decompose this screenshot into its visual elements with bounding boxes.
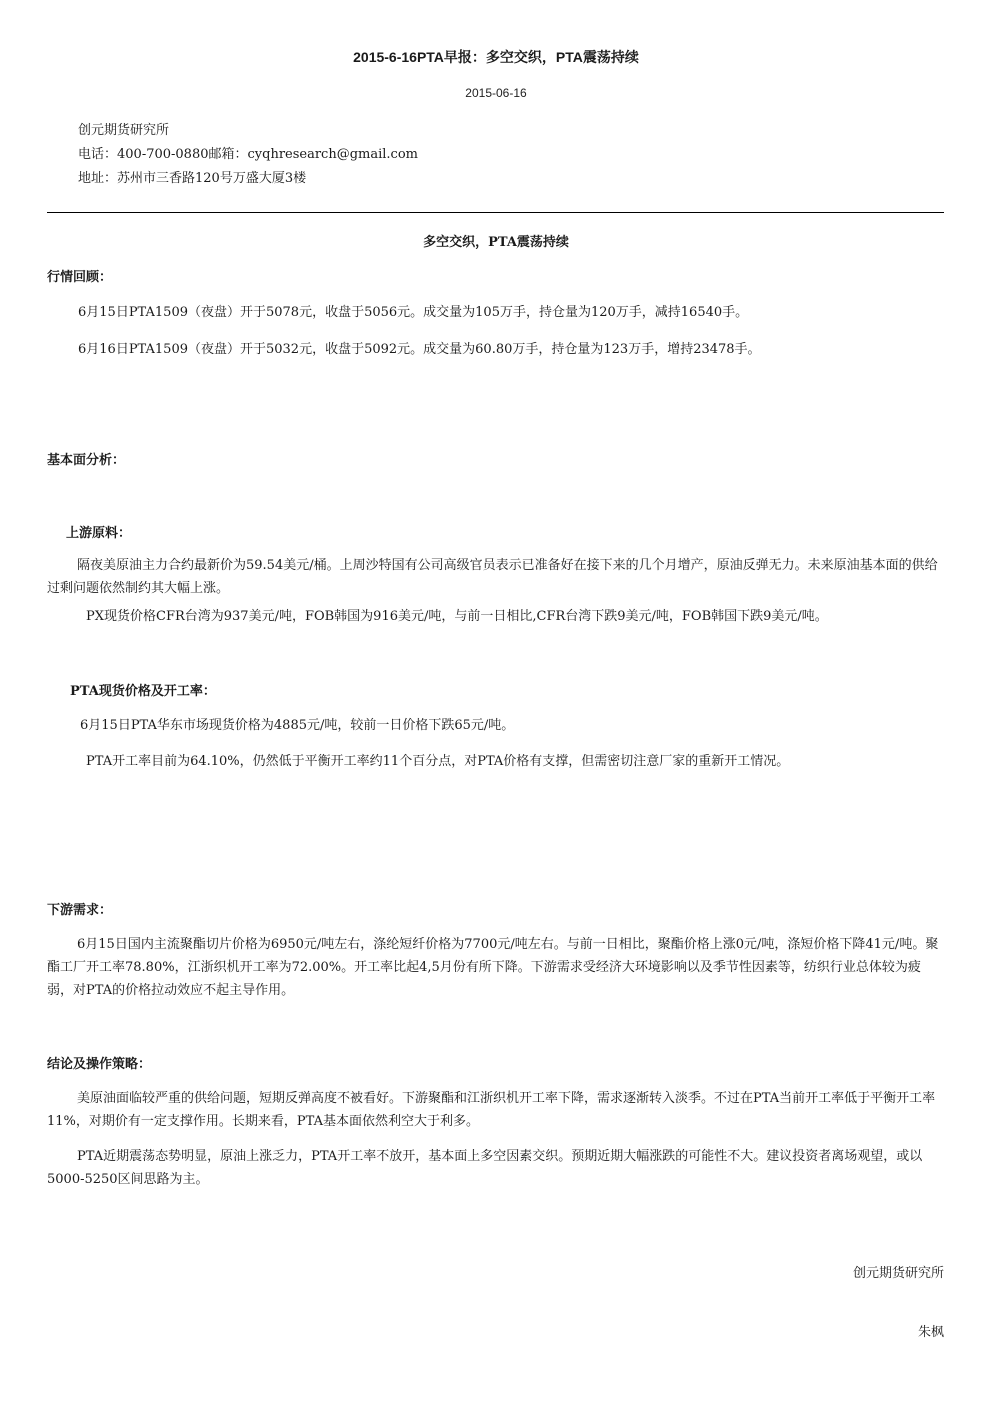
divider (47, 212, 944, 213)
downstream-heading: 下游需求： (47, 903, 113, 918)
contact-phone-email: 电话：400-700-0880邮箱：cyqhresearch@gmail.com (78, 147, 418, 162)
report-title: 2015-6-16PTA早报：多空交织，PTA震荡持续 (353, 49, 639, 65)
spot-heading: PTA现货价格及开工率： (70, 684, 216, 699)
upstream-heading: 上游原料： (66, 526, 132, 541)
market-review-paragraph-2: 6月16日PTA1509（夜盘）开于5032元，收盘于5092元。成交量为60.80万手，持仓量为123万手，增持23478手。 (78, 342, 761, 357)
market-review-paragraph-1: 6月15日PTA1509（夜盘）开于5078元，收盘于5056元。成交量为105万手，持仓量为120万手，减持16540手。 (78, 305, 749, 320)
conclusion-paragraph-2: PTA近期震荡态势明显，原油上涨乏力，PTA开工率不放开，基本面上多空因素交织。预期近期大幅涨跌的可能性不大。建议投资者离场观望，或以5000-5250区间思路为主。 (47, 1149, 923, 1187)
upstream-paragraph-1: 隔夜美原油主力合约最新价为59.54美元/桶。上周沙特国有公司高级官员表示已准备好在接下来的几个月增产，原油反弹无力。未来原油基本面的供给过剩问题依然制约其大幅上涨。 (47, 558, 938, 596)
downstream-paragraph: 6月15日国内主流聚酯切片价格为6950元/吨左右，涤纶短纤价格为7700元/吨左右。与前一日相比，聚酯价格上涨0元/吨，涤短价格下降41元/吨。聚酯工厂开工率78.80%，江浙织机开工率为72.00%。开工率比起4,5月份有所下降。下游需求受经济大环境影响以及季节性因素等，纺织行业总体较为疲弱，对PTA的价格拉动效应不起主导作用。 (47, 937, 939, 998)
market-review-heading: 行情回顾： (47, 270, 113, 285)
fundamentals-heading: 基本面分析： (47, 453, 126, 468)
signature-org: 创元期货研究所 (852, 1266, 944, 1281)
upstream-paragraph-2: PX现货价格CFR台湾为937美元/吨，FOB韩国为916美元/吨，与前一日相比,CFR台湾下跌9美元/吨，FOB韩国下跌9美元/吨。 (86, 609, 828, 624)
conclusion-heading: 结论及操作策略： (47, 1057, 152, 1072)
contact-org: 创元期货研究所 (78, 123, 170, 138)
signature-author: 朱枫 (917, 1325, 944, 1340)
contact-address: 地址：苏州市三香路120号万盛大厦3楼 (78, 171, 307, 186)
spot-paragraph-1: 6月15日PTA华东市场现货价格为4885元/吨，较前一日价格下跌65元/吨。 (80, 718, 515, 733)
spot-paragraph-2: PTA开工率目前为64.10%，仍然低于平衡开工率约11个百分点，对PTA价格有支撑，但需密切注意厂家的重新开工情况。 (86, 754, 790, 769)
report-date: 2015-06-16 (465, 86, 527, 100)
conclusion-paragraph-1: 美原油面临较严重的供给问题，短期反弹高度不被看好。下游聚酯和江浙织机开工率下降，需求逐渐转入淡季。不过在PTA当前开工率低于平衡开工率11%，对期价有一定支撑作用。长期来看，PTA基本面依然利空大于利多。 (47, 1091, 936, 1129)
report-subtitle: 多空交织，PTA震荡持续 (423, 235, 569, 250)
